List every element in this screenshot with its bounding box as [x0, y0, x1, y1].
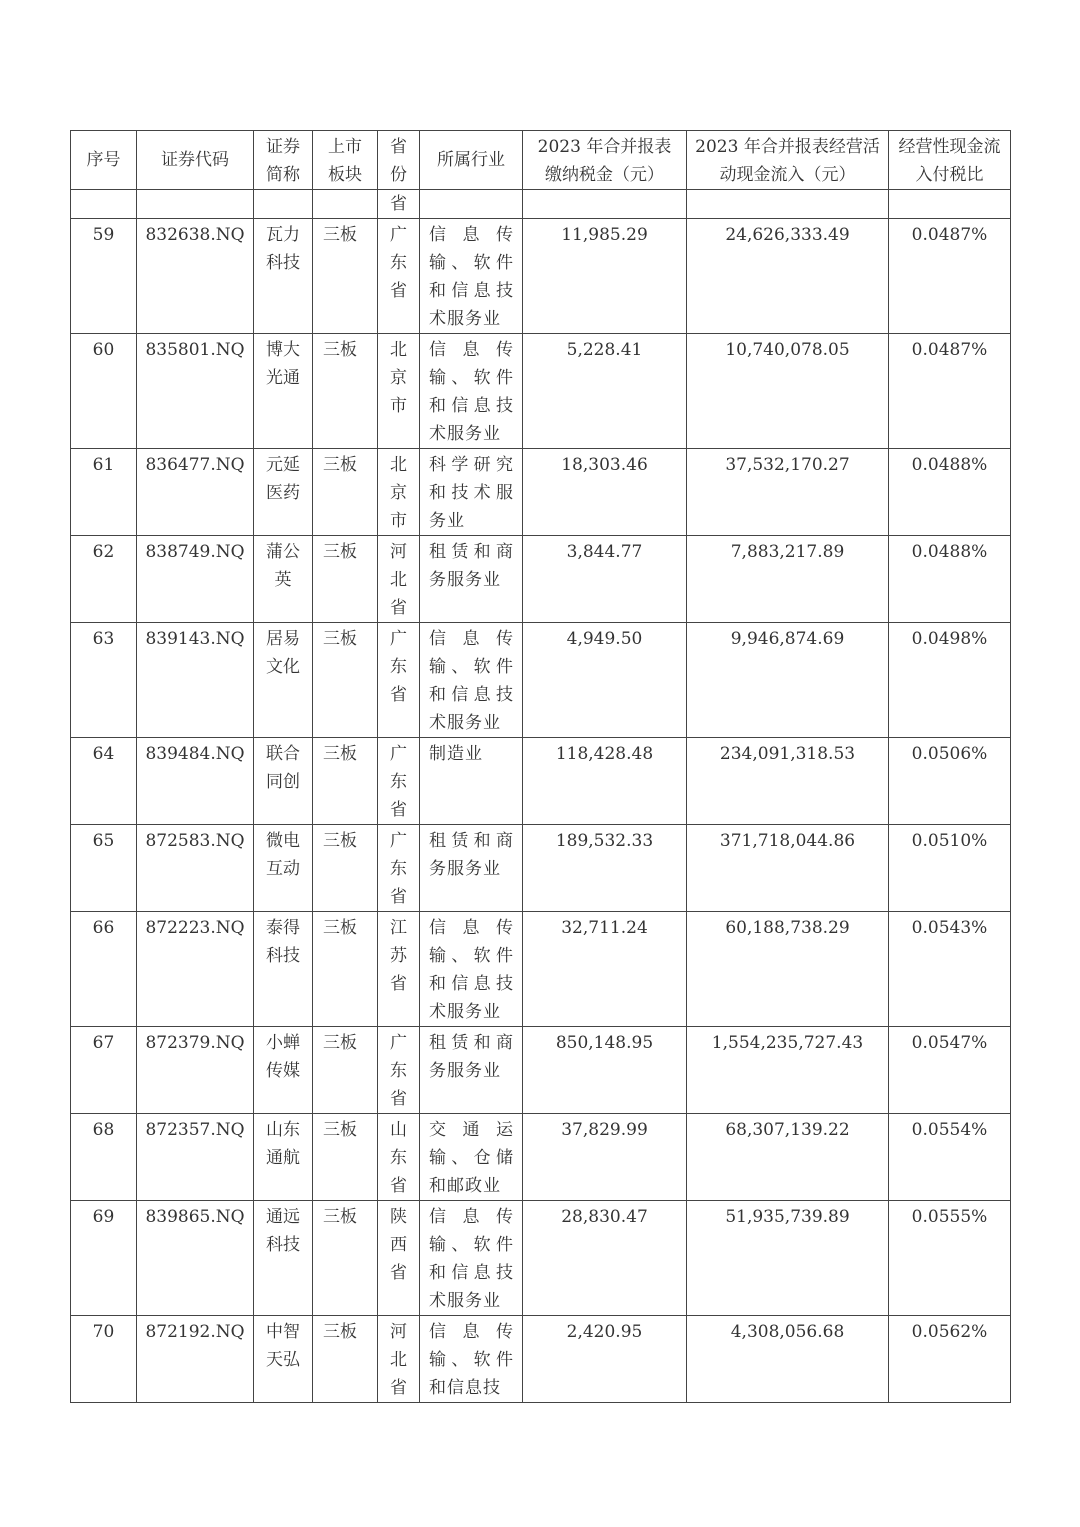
row-seq-cell — [71, 623, 137, 738]
row-ratio: 0.0562% — [911, 1322, 988, 1342]
row-code: 839484.NQ — [145, 744, 245, 764]
header-ratio: 经营性现金流入付税比 — [889, 131, 1011, 190]
row-board-cell — [313, 536, 378, 623]
table-row — [71, 623, 1011, 738]
row-ratio: 0.0488% — [911, 455, 988, 475]
row-seq-cell — [71, 1114, 137, 1201]
row-province-cell — [378, 219, 420, 334]
row-name: 泰得科技 — [266, 918, 300, 966]
row-seq: 63 — [92, 629, 115, 649]
row-name-cell — [254, 536, 313, 623]
row-province-cell — [378, 912, 420, 1027]
row-board-cell — [313, 912, 378, 1027]
row-inflow-cell — [687, 219, 889, 334]
table-row — [71, 1201, 1011, 1316]
row-board: 三板 — [323, 542, 357, 562]
row-industry-cell — [420, 623, 523, 738]
row-seq-cell — [71, 912, 137, 1027]
row-name: 通远科技 — [266, 1207, 300, 1255]
row-inflow-cell — [687, 825, 889, 912]
row-industry-cell — [420, 1114, 523, 1201]
row-ratio: 0.0506% — [911, 744, 988, 764]
row-code: 872192.NQ — [145, 1322, 245, 1342]
row-inflow: 4,308,056.68 — [730, 1322, 845, 1342]
row-industry-cell — [420, 536, 523, 623]
row-seq: 65 — [92, 831, 115, 851]
row-tax-cell — [523, 1201, 687, 1316]
row-industry: 信 息 传输、软件和信息技术服务业 — [429, 1207, 514, 1311]
row-inflow: 51,935,739.89 — [725, 1207, 850, 1227]
row-tax: 2,420.95 — [566, 1322, 643, 1342]
row-seq: 64 — [92, 744, 115, 764]
row-industry: 信 息 传输、软件和信息技术服务业 — [429, 225, 514, 329]
row-inflow: 68,307,139.22 — [725, 1120, 850, 1140]
row-tax: 189,532.33 — [555, 831, 654, 851]
row-tax-cell — [523, 623, 687, 738]
row-seq: 61 — [92, 455, 115, 475]
row-tax: 4,949.50 — [566, 629, 643, 649]
row-tax: 18,303.46 — [561, 455, 648, 475]
row-ratio-cell — [889, 1027, 1011, 1114]
row-tax-cell — [523, 536, 687, 623]
row-tax: 3,844.77 — [566, 542, 643, 562]
row-province: 北京市 — [390, 340, 407, 416]
header-tail-blank — [523, 190, 687, 219]
row-code-cell — [137, 1201, 254, 1316]
row-ratio-cell — [889, 1114, 1011, 1201]
row-code: 839143.NQ — [145, 629, 245, 649]
row-board-cell — [313, 1316, 378, 1403]
row-tax: 118,428.48 — [555, 744, 654, 764]
header-industry: 所属行业 — [420, 131, 523, 190]
row-tax-cell — [523, 219, 687, 334]
table-row — [71, 449, 1011, 536]
row-tax-cell — [523, 912, 687, 1027]
row-code-cell — [137, 825, 254, 912]
table-row — [71, 219, 1011, 334]
row-name-cell — [254, 219, 313, 334]
row-province-cell — [378, 623, 420, 738]
row-ratio: 0.0487% — [911, 340, 988, 360]
row-province: 广东省 — [390, 629, 407, 705]
row-inflow-cell — [687, 449, 889, 536]
row-code: 836477.NQ — [145, 455, 245, 475]
tax-ratio-table — [70, 130, 1011, 1403]
row-name-cell — [254, 449, 313, 536]
row-seq: 67 — [92, 1033, 115, 1053]
row-seq: 69 — [92, 1207, 115, 1227]
row-industry: 信 息 传输、软件和信息技术服务业 — [429, 340, 514, 444]
row-name-cell — [254, 738, 313, 825]
row-ratio-cell — [889, 536, 1011, 623]
row-ratio-cell — [889, 912, 1011, 1027]
row-province-cell — [378, 334, 420, 449]
row-industry: 信 息 传输、软件和信息技术服务业 — [429, 629, 514, 733]
row-code-cell — [137, 334, 254, 449]
row-industry: 租赁和商务服务业 — [429, 542, 514, 590]
row-ratio: 0.0487% — [911, 225, 988, 245]
row-inflow: 37,532,170.27 — [725, 455, 850, 475]
row-board-cell — [313, 1114, 378, 1201]
row-seq-cell — [71, 334, 137, 449]
row-code: 835801.NQ — [145, 340, 245, 360]
row-tax-cell — [523, 334, 687, 449]
row-inflow-cell — [687, 1027, 889, 1114]
row-name-cell — [254, 1201, 313, 1316]
row-ratio-cell — [889, 1201, 1011, 1316]
row-ratio: 0.0488% — [911, 542, 988, 562]
row-province-cell — [378, 1114, 420, 1201]
row-board: 三板 — [323, 744, 357, 764]
row-province: 陕西省 — [390, 1207, 407, 1283]
row-name-cell — [254, 1027, 313, 1114]
row-tax-cell — [523, 1027, 687, 1114]
row-tax-cell — [523, 738, 687, 825]
row-name: 联合同创 — [266, 744, 300, 792]
row-industry-cell — [420, 1027, 523, 1114]
row-board: 三板 — [323, 831, 357, 851]
row-board-cell — [313, 219, 378, 334]
row-seq: 66 — [92, 918, 115, 938]
row-code: 872583.NQ — [145, 831, 245, 851]
row-tax-cell — [523, 1316, 687, 1403]
row-ratio: 0.0554% — [911, 1120, 988, 1140]
row-inflow-cell — [687, 1201, 889, 1316]
row-name: 居易文化 — [266, 629, 300, 677]
row-industry-cell — [420, 219, 523, 334]
header-name: 证券简称 — [254, 131, 313, 190]
row-province: 广东省 — [390, 831, 407, 907]
row-tax: 11,985.29 — [561, 225, 648, 245]
row-province-cell — [378, 825, 420, 912]
row-code-cell — [137, 536, 254, 623]
header-tail-blank — [71, 190, 137, 219]
header-tail-blank — [254, 190, 313, 219]
row-province-cell — [378, 449, 420, 536]
table-body — [71, 219, 1011, 1403]
row-board: 三板 — [323, 1033, 357, 1053]
row-industry-cell — [420, 1316, 523, 1403]
row-name-cell — [254, 912, 313, 1027]
row-code: 872357.NQ — [145, 1120, 245, 1140]
row-code-cell — [137, 219, 254, 334]
header-tax: 2023 年合并报表缴纳税金（元） — [523, 131, 687, 190]
row-ratio: 0.0498% — [911, 629, 988, 649]
row-tax-cell — [523, 449, 687, 536]
row-seq-cell — [71, 738, 137, 825]
row-name: 蒲公英 — [266, 542, 300, 590]
row-inflow: 60,188,738.29 — [725, 918, 850, 938]
row-seq: 60 — [92, 340, 115, 360]
header-tail-blank — [889, 190, 1011, 219]
row-name-cell — [254, 825, 313, 912]
row-industry: 信 息 传输、软件和信息技 — [429, 1322, 514, 1398]
row-board-cell — [313, 334, 378, 449]
row-board-cell — [313, 1027, 378, 1114]
row-industry: 制造业 — [429, 744, 483, 764]
row-industry: 租赁和商务服务业 — [429, 1033, 514, 1081]
row-tax: 5,228.41 — [566, 340, 643, 360]
row-name: 元延医药 — [266, 455, 300, 503]
header-tail-blank — [420, 190, 523, 219]
header-tail-blank — [137, 190, 254, 219]
row-inflow: 10,740,078.05 — [725, 340, 850, 360]
row-name-cell — [254, 1114, 313, 1201]
row-ratio: 0.0510% — [911, 831, 988, 851]
row-industry: 租赁和商务服务业 — [429, 831, 514, 879]
header-inflow: 2023 年合并报表经营活动现金流入（元） — [687, 131, 889, 190]
row-board-cell — [313, 449, 378, 536]
row-seq: 70 — [92, 1322, 115, 1342]
row-tax-cell — [523, 825, 687, 912]
row-industry-cell — [420, 449, 523, 536]
row-code: 872223.NQ — [145, 918, 245, 938]
header-tail-blank — [687, 190, 889, 219]
row-code-cell — [137, 1316, 254, 1403]
row-province-cell — [378, 1027, 420, 1114]
header-board: 上市板块 — [313, 131, 378, 190]
row-name-cell — [254, 623, 313, 738]
row-code: 839865.NQ — [145, 1207, 245, 1227]
row-province: 广东省 — [390, 744, 407, 820]
row-board-cell — [313, 623, 378, 738]
row-seq-cell — [71, 1316, 137, 1403]
row-name-cell — [254, 334, 313, 449]
row-board: 三板 — [323, 1120, 357, 1140]
row-board-cell — [313, 825, 378, 912]
row-industry-cell — [420, 912, 523, 1027]
row-code: 872379.NQ — [145, 1033, 245, 1053]
row-province: 山东省 — [390, 1120, 407, 1196]
row-code-cell — [137, 1027, 254, 1114]
row-seq-cell — [71, 825, 137, 912]
row-inflow: 234,091,318.53 — [719, 744, 856, 764]
row-inflow-cell — [687, 1114, 889, 1201]
row-ratio-cell — [889, 738, 1011, 825]
row-industry-cell — [420, 1201, 523, 1316]
row-tax-cell — [523, 1114, 687, 1201]
row-board: 三板 — [323, 1322, 357, 1342]
row-board: 三板 — [323, 629, 357, 649]
row-province: 河北省 — [390, 1322, 407, 1398]
table-row — [71, 912, 1011, 1027]
row-board-cell — [313, 738, 378, 825]
row-name-cell — [254, 1316, 313, 1403]
row-seq: 59 — [92, 225, 115, 245]
row-board-cell — [313, 1201, 378, 1316]
row-name: 博大光通 — [266, 340, 300, 388]
row-seq-cell — [71, 219, 137, 334]
table-header — [71, 131, 1011, 219]
row-board: 三板 — [323, 225, 357, 245]
row-ratio-cell — [889, 334, 1011, 449]
row-board: 三板 — [323, 918, 357, 938]
row-inflow-cell — [687, 738, 889, 825]
row-code-cell — [137, 738, 254, 825]
row-province: 广东省 — [390, 1033, 407, 1109]
row-tax: 850,148.95 — [555, 1033, 654, 1053]
table-row — [71, 1114, 1011, 1201]
row-ratio: 0.0555% — [911, 1207, 988, 1227]
row-province-cell — [378, 1316, 420, 1403]
row-inflow: 9,946,874.69 — [730, 629, 845, 649]
header-province-tail: 省 — [378, 190, 420, 219]
row-inflow: 1,554,235,727.43 — [711, 1033, 864, 1053]
row-inflow-cell — [687, 623, 889, 738]
row-industry: 交 通 运输、仓储和邮政业 — [429, 1120, 514, 1196]
row-industry-cell — [420, 738, 523, 825]
row-code-cell — [137, 912, 254, 1027]
header-code: 证券代码 — [137, 131, 254, 190]
row-name: 微电互动 — [266, 831, 300, 879]
row-province: 江苏省 — [390, 918, 407, 994]
row-province-cell — [378, 1201, 420, 1316]
row-board: 三板 — [323, 455, 357, 475]
row-ratio-cell — [889, 1316, 1011, 1403]
row-ratio-cell — [889, 825, 1011, 912]
row-seq: 62 — [92, 542, 115, 562]
row-board: 三板 — [323, 340, 357, 360]
row-name: 小蝉传媒 — [266, 1033, 300, 1081]
table-row — [71, 1316, 1011, 1403]
row-name: 山东通航 — [266, 1120, 300, 1168]
header-tail-blank — [313, 190, 378, 219]
row-industry: 信 息 传输、软件和信息技术服务业 — [429, 918, 514, 1022]
table-row — [71, 1027, 1011, 1114]
row-province-cell — [378, 738, 420, 825]
row-inflow: 24,626,333.49 — [725, 225, 850, 245]
table-row — [71, 334, 1011, 449]
header-seq: 序号 — [71, 131, 137, 190]
row-industry-cell — [420, 825, 523, 912]
row-seq-cell — [71, 536, 137, 623]
row-board: 三板 — [323, 1207, 357, 1227]
table-row — [71, 536, 1011, 623]
row-seq: 68 — [92, 1120, 115, 1140]
table-row — [71, 825, 1011, 912]
row-seq-cell — [71, 449, 137, 536]
row-code-cell — [137, 623, 254, 738]
row-code: 832638.NQ — [145, 225, 245, 245]
row-seq-cell — [71, 1201, 137, 1316]
row-ratio-cell — [889, 623, 1011, 738]
row-seq-cell — [71, 1027, 137, 1114]
row-province: 北京市 — [390, 455, 407, 531]
row-province-cell — [378, 536, 420, 623]
row-inflow: 371,718,044.86 — [719, 831, 856, 851]
row-tax: 28,830.47 — [561, 1207, 648, 1227]
row-inflow-cell — [687, 1316, 889, 1403]
row-industry-cell — [420, 334, 523, 449]
row-ratio: 0.0543% — [911, 918, 988, 938]
row-inflow-cell — [687, 912, 889, 1027]
row-ratio: 0.0547% — [911, 1033, 988, 1053]
row-code-cell — [137, 1114, 254, 1201]
row-tax: 32,711.24 — [561, 918, 648, 938]
row-tax: 37,829.99 — [561, 1120, 648, 1140]
row-name: 中智天弘 — [266, 1322, 300, 1370]
row-ratio-cell — [889, 449, 1011, 536]
row-ratio-cell — [889, 219, 1011, 334]
row-code-cell — [137, 449, 254, 536]
row-province: 广东省 — [390, 225, 407, 301]
header-province: 省份 — [378, 131, 420, 190]
row-province: 河北省 — [390, 542, 407, 618]
row-inflow-cell — [687, 536, 889, 623]
row-industry: 科学研究和技术服务业 — [429, 455, 514, 531]
row-inflow-cell — [687, 334, 889, 449]
row-name: 瓦力科技 — [266, 225, 300, 273]
row-code: 838749.NQ — [145, 542, 245, 562]
row-inflow: 7,883,217.89 — [730, 542, 845, 562]
table-row — [71, 738, 1011, 825]
